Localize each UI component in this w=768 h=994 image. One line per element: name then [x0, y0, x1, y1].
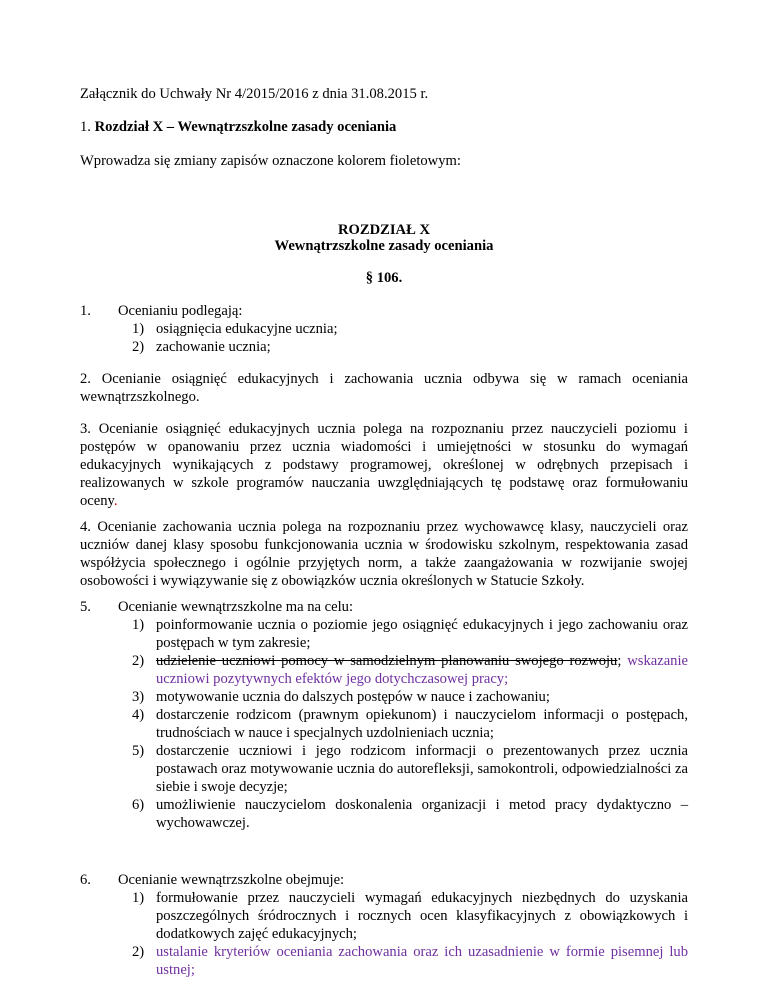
section-2: 2. Ocenianie osiągnięć edukacyjnych i zachowania ucznia odbywa się w ramach oceniania wewnątrzszkolnego.	[80, 371, 688, 405]
section-5-list	[80, 616, 688, 832]
list-item-number: 6)	[132, 797, 145, 813]
list-item-number: 2)	[132, 944, 145, 960]
list-item-text: motywowanie ucznia do dalszych postępów w nauce i zachowaniu;	[156, 689, 550, 705]
list-item-number: 1)	[132, 321, 145, 337]
list-item-text: formułowanie przez nauczycieli wymagań edukacyjnych niezbędnych do uzyskania poszczególnych śródrocznych i rocznych ocen klasyfikacyjnych z obowiązkowych i dodatkowych zajęć edukacyjnych;	[156, 890, 688, 942]
section-1-number: 1.	[80, 303, 91, 319]
section-6-number: 6.	[80, 872, 91, 888]
paragraph-symbol: § 106.	[365, 270, 403, 286]
section-5-text: Ocenianie wewnątrzszkolne ma na celu:	[118, 599, 354, 615]
section-1-heading	[80, 302, 688, 320]
section-1	[80, 302, 688, 356]
attachment-line: Załącznik do Uchwały Nr 4/2015/2016 z dnia 31.08.2015 r.	[80, 86, 429, 102]
list-item-number: 5)	[132, 743, 145, 759]
list-item-amended	[80, 652, 688, 688]
list-item-text: dostarczenie uczniowi i jego rodzicom informacji o prezentowanych przez ucznia postawach oraz motywowanie ucznia do autorefleksji, samokontroli, odpowiedzialności za siebie i swoje decyzje;	[156, 743, 688, 795]
section-3	[80, 420, 688, 510]
list-item-number: 1)	[132, 617, 145, 633]
list-item	[80, 943, 688, 979]
list-item	[80, 742, 688, 796]
list-item-number: 3)	[132, 689, 145, 705]
point-heading	[80, 118, 688, 136]
section-6-heading	[80, 871, 688, 889]
section-1-text: Ocenianiu podlegają:	[118, 303, 243, 319]
point-number: 1.	[80, 119, 91, 135]
section-3-end: .	[113, 493, 118, 509]
list-item-text: dostarczenie rodzicom (prawnym opiekunom) i nauczycielom informacji o postępach, trudnościach w nauce i specjalnych uzdolnieniach ucznia;	[156, 707, 688, 741]
list-item-number: 4)	[132, 707, 145, 723]
list-item-number: 2)	[132, 339, 145, 355]
section-6-text: Ocenianie wewnątrzszkolne obejmuje:	[118, 872, 345, 888]
section-6-list	[80, 889, 688, 979]
intro-line: Wprowadza się zmiany zapisów oznaczone kolorem fioletowym:	[80, 153, 461, 169]
list-item	[80, 889, 688, 943]
list-item-number: 2)	[132, 653, 145, 669]
separator-text: ;	[617, 653, 628, 669]
point-title: Rozdział X – Wewnątrzszkolne zasady oceniania	[94, 119, 397, 135]
list-item-text-added: ustalanie kryteriów oceniania zachowania oraz ich uzasadnienie w formie pisemnej lub ustnej;	[156, 944, 688, 978]
section-1-list	[80, 320, 688, 356]
chapter-subtitle: Wewnątrzszkolne zasady oceniania	[274, 238, 494, 254]
list-item-number: 1)	[132, 890, 145, 906]
section-5-number: 5.	[80, 599, 91, 615]
section-4: 4. Ocenianie zachowania ucznia polega na rozpoznaniu przez wychowawcę klasy, nauczycieli oraz uczniów danej klasy sposobu funkcjonowania ucznia w środowisku szkolnym, respektowania zasad współżycia społecznego i ogólnie przyjętych norm, a także zaangażowania w rozwijanie swojej osobowości i wywiązywanie się z obowiązków ucznia określonych w Statucie Szkoły.	[80, 519, 688, 589]
list-item	[80, 320, 688, 338]
added-text: wskazanie uczniowi pozytywnych efektów jego dotychczasowej pracy;	[156, 653, 689, 687]
list-item-text: umożliwienie nauczycielom doskonalenia organizacji i metod pracy dydaktyczno – wychowawczej.	[156, 797, 688, 831]
list-item	[80, 796, 688, 832]
section-5	[80, 598, 688, 832]
list-item	[80, 338, 688, 356]
list-item-text: osiągnięcia edukacyjne ucznia;	[156, 321, 338, 337]
section-3-text: 3. Ocenianie osiągnięć edukacyjnych ucznia polega na rozpoznaniu przez nauczycieli poziomu i postępów w opanowaniu przez ucznia wiadomości i umiejętności w stosunku do wymagań edukacyjnych wynikających z podstawy programowej, określonej w odrębnych przepisach i realizowanych w szkole programów nauczania uwzględniających tę podstawę oraz formułowaniu oceny	[80, 421, 688, 509]
list-item	[80, 688, 688, 706]
list-item-text: zachowanie ucznia;	[156, 339, 271, 355]
struck-text: udzielenie uczniowi pomocy w samodzielnym planowaniu swojego rozwoju	[156, 653, 618, 669]
list-item-text: poinformowanie ucznia o poziomie jego osiągnięć edukacyjnych i jego zachowaniu oraz postępach w tym zakresie;	[156, 617, 688, 651]
section-6	[80, 871, 688, 979]
section-5-heading	[80, 598, 688, 616]
list-item	[80, 616, 688, 652]
list-item	[80, 706, 688, 742]
chapter-title: ROZDZIAŁ X	[337, 222, 431, 238]
